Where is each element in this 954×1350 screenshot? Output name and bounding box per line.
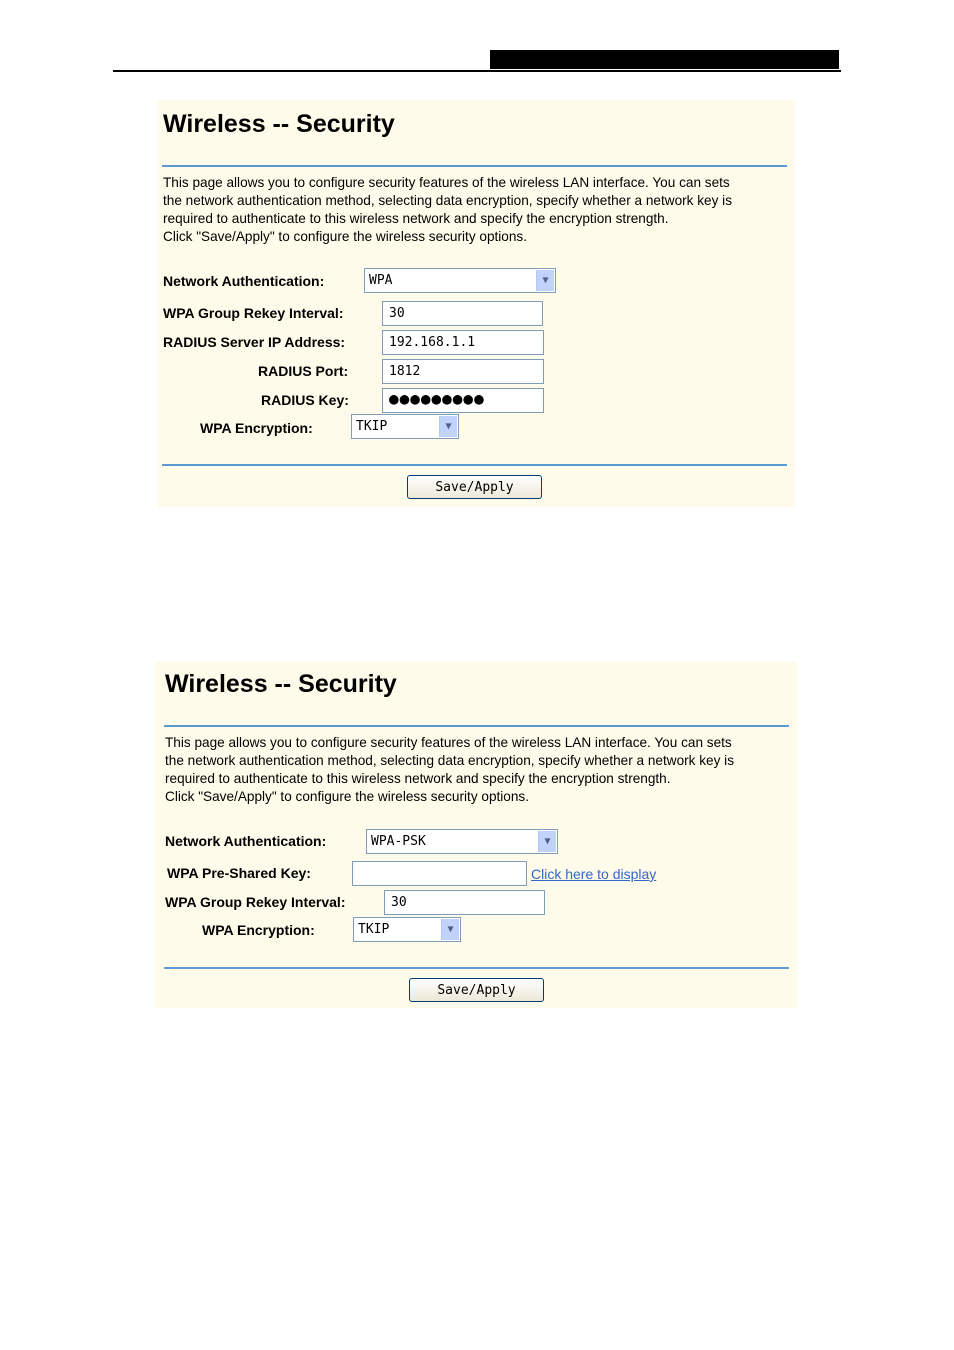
- wpa-encryption-select[interactable]: [351, 414, 459, 439]
- wpa-encryption-value: TKIP: [356, 419, 388, 434]
- description-line: Click "Save/Apply" to configure the wireless security options.: [163, 229, 528, 244]
- divider: [164, 967, 789, 969]
- wpa-rekey-interval-label: WPA Group Rekey Interval:: [165, 894, 346, 910]
- wpa-pre-shared-key-input[interactable]: [352, 861, 527, 886]
- page-description: [165, 734, 734, 806]
- radius-port-label: RADIUS Port:: [258, 363, 349, 379]
- page-title: Wireless -- Security: [165, 670, 397, 698]
- click-here-to-display-link[interactable]: Click here to display: [531, 866, 657, 882]
- wireless-security-panel-wpa: [158, 100, 795, 507]
- wpa-encryption-label: WPA Encryption:: [202, 922, 315, 938]
- radius-port-input[interactable]: 1812: [382, 359, 544, 384]
- chevron-down-icon[interactable]: ▼: [441, 919, 459, 940]
- network-authentication-label: Network Authentication:: [165, 833, 327, 849]
- save-apply-button[interactable]: Save/Apply: [409, 978, 544, 1002]
- header-rule: [113, 70, 841, 72]
- network-authentication-select[interactable]: [364, 268, 556, 293]
- chevron-down-icon[interactable]: ▼: [439, 416, 457, 437]
- divider: [162, 464, 787, 466]
- network-authentication-value: WPA-PSK: [371, 834, 426, 849]
- radius-server-ip-label: RADIUS Server IP Address:: [163, 334, 346, 350]
- wpa-rekey-interval-input[interactable]: 30: [382, 301, 543, 326]
- description-line: required to authenticate to this wireless network and specify the encryption strength.: [165, 771, 671, 786]
- network-authentication-value: WPA: [369, 273, 393, 288]
- page-title: Wireless -- Security: [163, 110, 395, 138]
- network-authentication-label: Network Authentication:: [163, 273, 325, 289]
- wpa-encryption-value: TKIP: [358, 922, 390, 937]
- radius-server-ip-input[interactable]: 192.168.1.1: [382, 330, 544, 355]
- description-line: This page allows you to configure security features of the wireless LAN interface. You can sets: [165, 735, 732, 750]
- description-line: the network authentication method, selecting data encryption, specify whether a network key is: [163, 193, 732, 208]
- divider: [162, 165, 787, 167]
- save-apply-button[interactable]: Save/Apply: [407, 475, 542, 499]
- wpa-pre-shared-key-label: WPA Pre-Shared Key:: [167, 865, 311, 881]
- radius-key-input[interactable]: ●●●●●●●●●: [382, 388, 544, 413]
- divider: [164, 725, 789, 727]
- chevron-down-icon[interactable]: ▼: [538, 831, 556, 852]
- network-authentication-select[interactable]: [366, 829, 558, 854]
- description-line: This page allows you to configure security features of the wireless LAN interface. You can sets: [163, 175, 730, 190]
- page-description: [163, 174, 732, 246]
- wpa-rekey-interval-input[interactable]: 30: [384, 890, 545, 915]
- header-bar: [490, 50, 839, 69]
- radius-key-label: RADIUS Key:: [261, 392, 349, 408]
- wpa-encryption-select[interactable]: [353, 917, 461, 942]
- wpa-rekey-interval-label: WPA Group Rekey Interval:: [163, 305, 344, 321]
- description-line: the network authentication method, selecting data encryption, specify whether a network key is: [165, 753, 734, 768]
- wpa-encryption-label: WPA Encryption:: [200, 420, 313, 436]
- description-line: required to authenticate to this wireless network and specify the encryption strength.: [163, 211, 669, 226]
- description-line: Click "Save/Apply" to configure the wireless security options.: [165, 789, 530, 804]
- chevron-down-icon[interactable]: ▼: [536, 270, 554, 291]
- wireless-security-panel-wpa-psk: [155, 662, 797, 1008]
